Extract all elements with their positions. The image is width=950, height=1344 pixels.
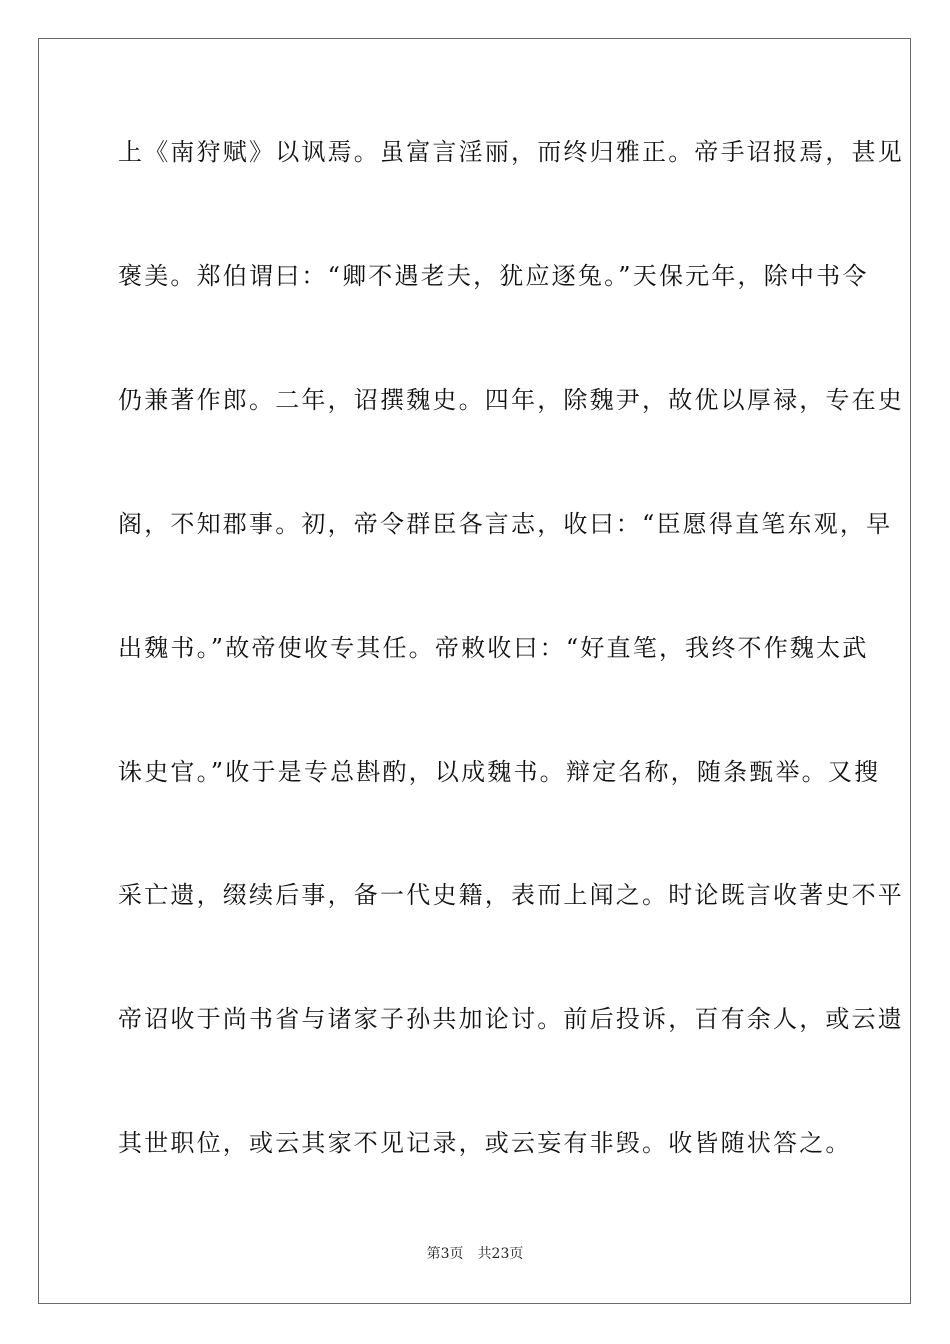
- text-line-5: 出魏书。”故帝使收专其任。帝敕收曰：“好直笔，我终不作魏太武: [118, 634, 869, 662]
- text-line-7: 采亡遗，缀续后事，备一代史籍，表而上闻之。时论既言收著史不平: [118, 881, 904, 909]
- text-line-6: 诛史官。”收于是专总斟酌，以成魏书。辩定名称，随条甄举。又搜: [118, 758, 881, 786]
- page-footer: [0, 1245, 950, 1263]
- text-line-9: 其世职位，或云其家不见记录，或云妄有非毁。收皆随状答之。: [118, 1129, 852, 1157]
- page-number: 第3页: [426, 1246, 464, 1262]
- page-total: 共23页: [477, 1246, 524, 1262]
- page-border: [38, 38, 911, 1304]
- text-line-4: 阁，不知郡事。初，帝令群臣各言志，收曰：“臣愿得直笔东观，早: [118, 510, 893, 538]
- text-line-1: 上《南狩赋》以讽焉。虽富言淫丽，而终归雅正。帝手诏报焉，甚见: [118, 138, 904, 166]
- text-line-2: 褒美。郑伯谓曰：“卿不遇老夫，犹应逐兔。”天保元年，除中书令: [118, 262, 869, 290]
- text-line-8: 帝诏收于尚书省与诸家子孙共加论讨。前后投诉，百有余人，或云遗: [118, 1005, 904, 1033]
- text-line-3: 仍兼著作郎。二年，诏撰魏史。四年，除魏尹，故优以厚禄，专在史: [118, 386, 904, 414]
